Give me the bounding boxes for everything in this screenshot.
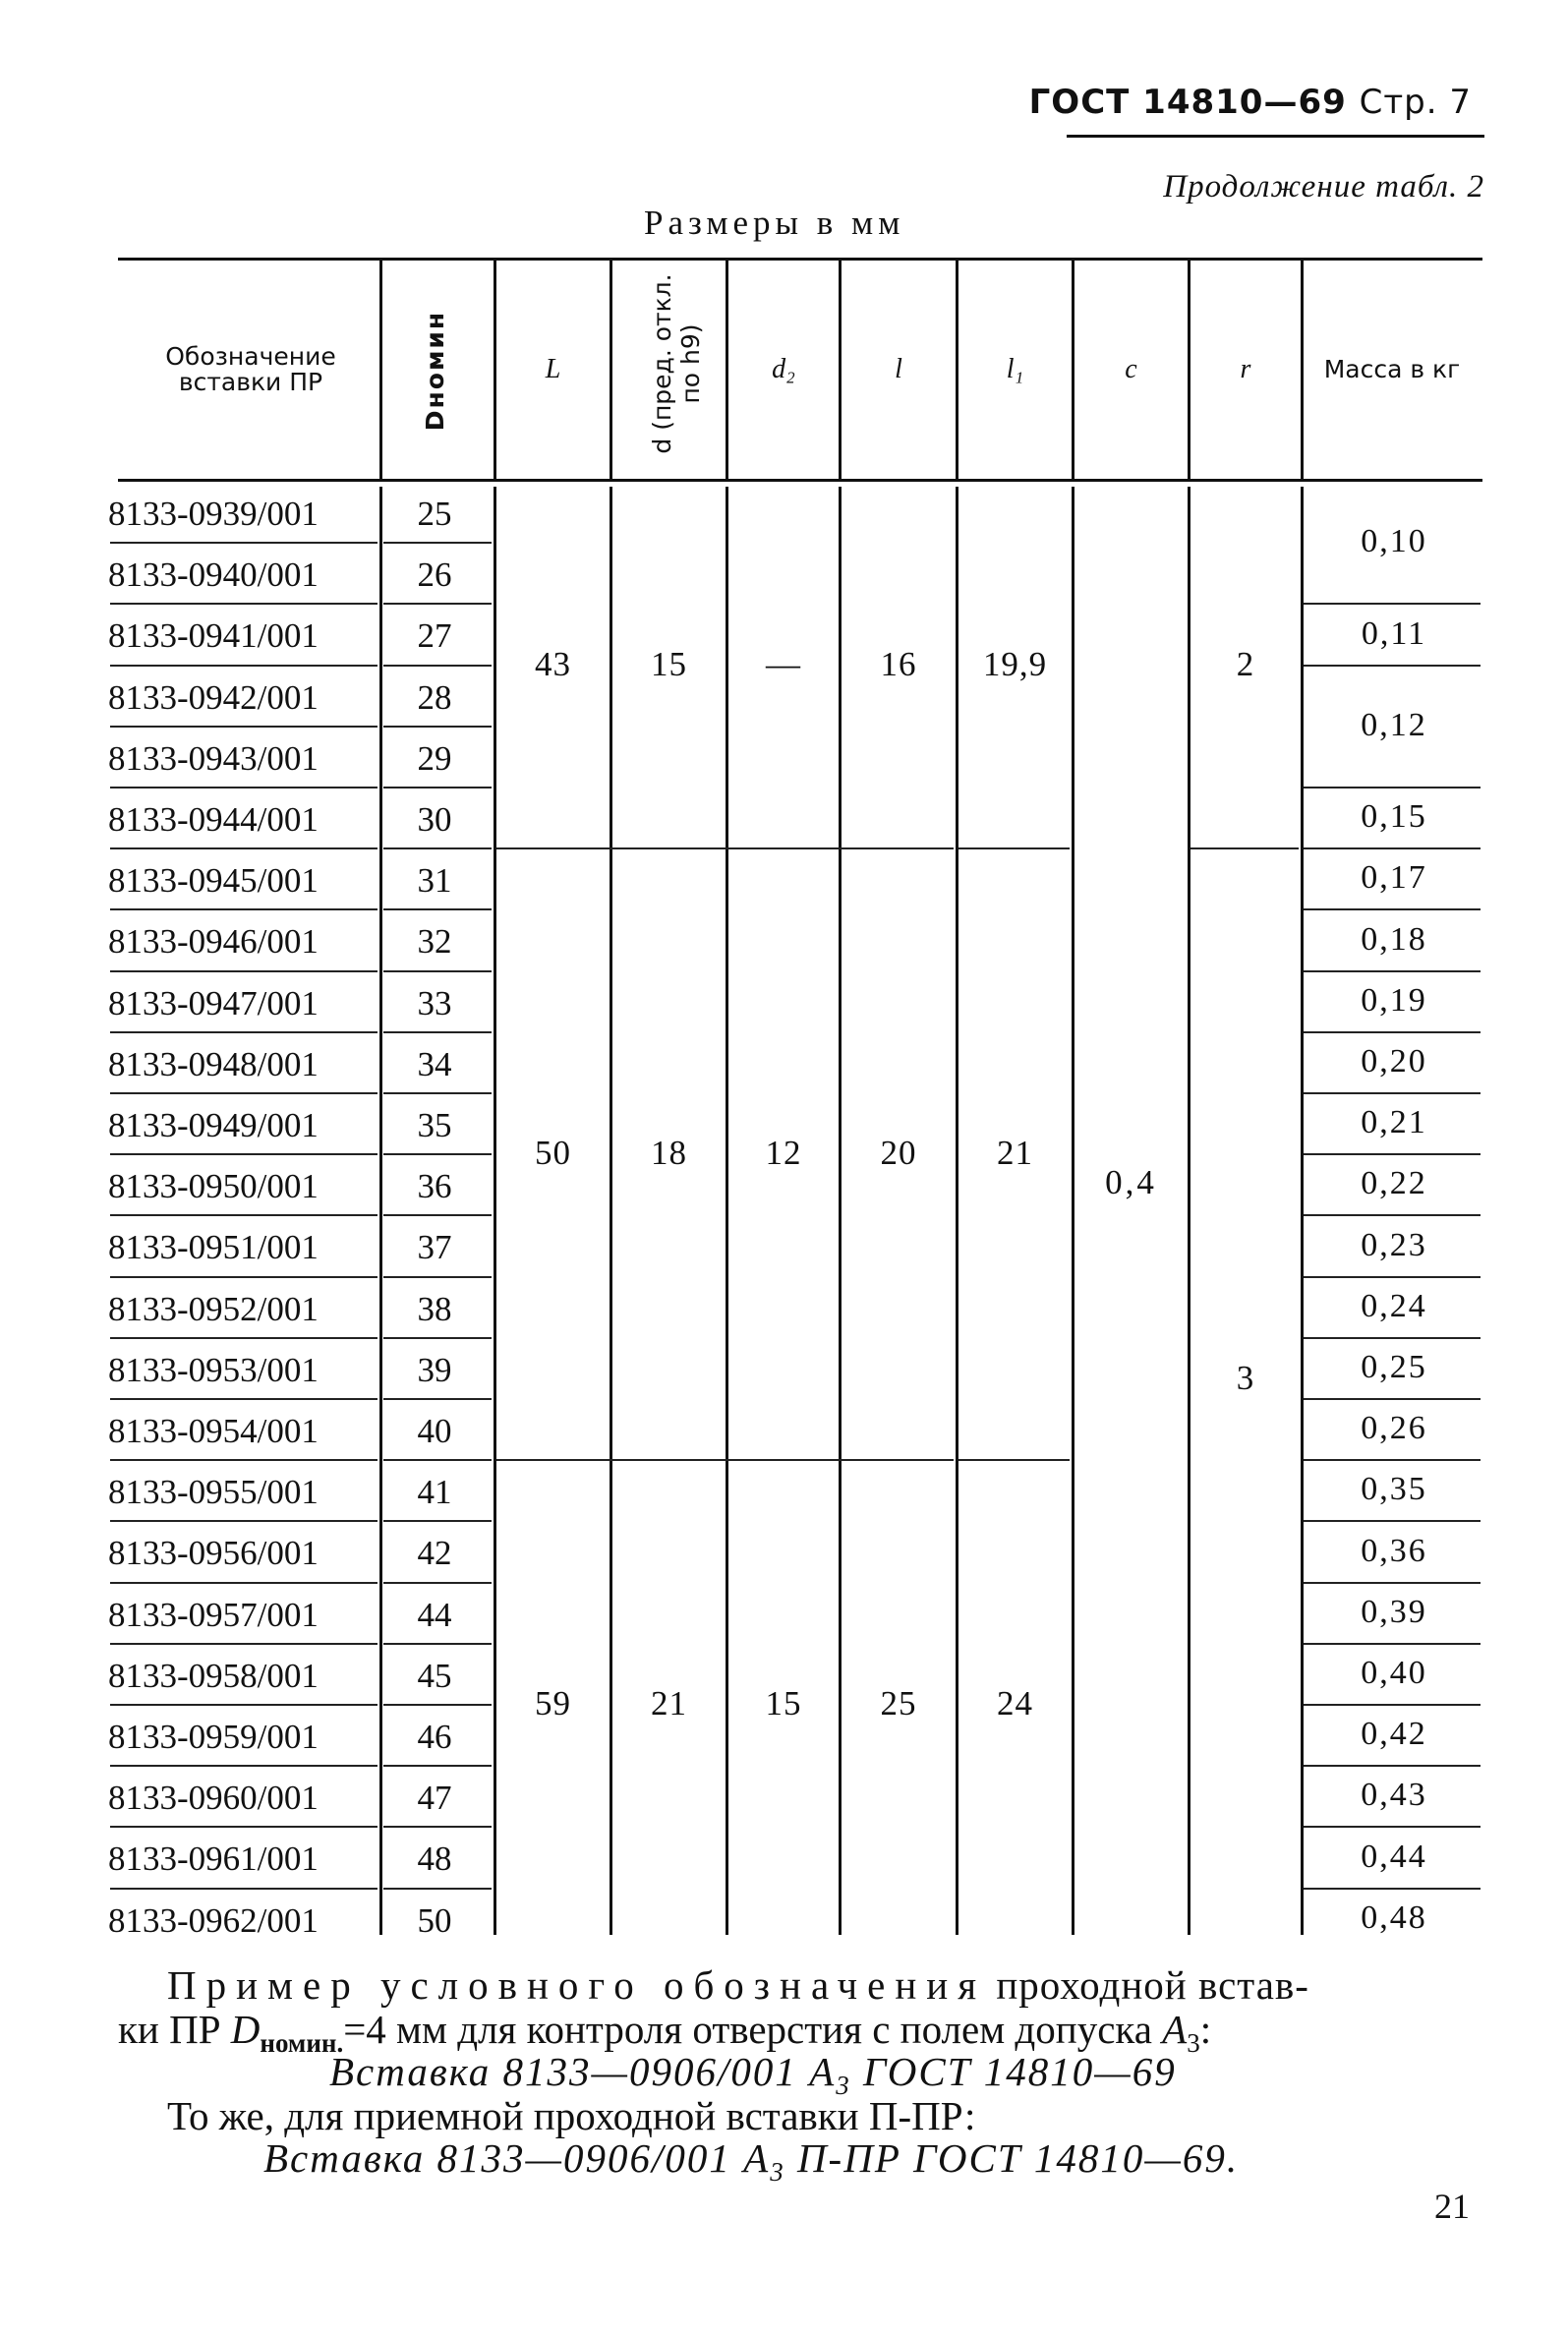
d-nom-cell: 36 — [417, 1167, 452, 1206]
mass-cell: 0,23 — [1361, 1226, 1427, 1263]
mass-divider — [1304, 787, 1481, 788]
row-divider — [383, 1459, 492, 1461]
mass-divider — [1304, 908, 1481, 910]
mass-divider — [1304, 1826, 1481, 1828]
column-divider — [379, 487, 382, 1935]
designation-cell: 8133-0947/001 — [108, 983, 319, 1022]
mass-cell: 0,42 — [1361, 1716, 1427, 1753]
group-divider — [958, 1459, 1070, 1461]
designation-cell: 8133-0941/001 — [108, 616, 319, 656]
d-nom-cell: 44 — [417, 1595, 452, 1634]
designation-1-subscript: 3 — [836, 2071, 851, 2101]
mass-cell: 0,17 — [1361, 859, 1427, 897]
row-divider — [383, 1153, 492, 1155]
example-line4: То же, для приемной проходной вставки П-ПР: — [167, 2093, 976, 2138]
row-divider — [110, 787, 377, 788]
row-divider — [383, 726, 492, 728]
row-divider — [110, 542, 377, 544]
mass-cell: 0,21 — [1361, 1104, 1427, 1141]
example-lead: Пример условного обозначения — [167, 1962, 987, 2008]
row-divider — [383, 1704, 492, 1706]
group-l1-cell: 24 — [997, 1684, 1033, 1723]
group-l-cell: 16 — [880, 644, 917, 683]
designation-2-end: П-ПР ГОСТ 14810—69. — [784, 2135, 1240, 2181]
example-paragraph-line-1 — [167, 1961, 1309, 2009]
mass-cell: 0,24 — [1361, 1287, 1427, 1324]
d-nom-cell: 28 — [417, 677, 452, 717]
d-nom-cell: 38 — [417, 1289, 452, 1328]
mass-divider — [1304, 1643, 1481, 1645]
designation-cell: 8133-0952/001 — [108, 1289, 319, 1328]
group-l1-cell: 21 — [997, 1134, 1033, 1173]
column-header-r: r — [1240, 354, 1251, 385]
d-nom-cell: 31 — [417, 861, 452, 901]
designation-cell: 8133-0959/001 — [108, 1718, 319, 1756]
d-nom-cell: 48 — [417, 1840, 452, 1879]
mass-divider — [1304, 1276, 1481, 1278]
page-reference: Стр. 7 — [1359, 83, 1472, 122]
group-l1-cell: 19,9 — [982, 644, 1048, 683]
designation-cell: 8133-0942/001 — [108, 677, 319, 717]
row-divider — [110, 1031, 377, 1033]
mass-divider — [1304, 1398, 1481, 1400]
table-caption: Продолжение табл. 2 — [1163, 169, 1484, 204]
d-nom-cell: 34 — [417, 1044, 452, 1083]
designation-cell: 8133-0948/001 — [108, 1044, 319, 1083]
d-nom-cell: 32 — [417, 922, 452, 962]
mass-divider — [1304, 1092, 1481, 1094]
d-nom-cell: 37 — [417, 1228, 452, 1267]
designation-cell: 8133-0946/001 — [108, 922, 319, 962]
designation-cell: 8133-0951/001 — [108, 1228, 319, 1267]
mass-cell: 0,22 — [1361, 1165, 1427, 1202]
row-divider — [383, 1520, 492, 1522]
mass-divider — [1304, 970, 1481, 972]
designation-cell: 8133-0939/001 — [108, 495, 319, 533]
designation-cell: 8133-0943/001 — [108, 738, 319, 778]
group-l-cell: 20 — [880, 1134, 917, 1173]
header-divider — [610, 261, 612, 479]
running-header — [1029, 83, 1472, 122]
mass-cell: 0,12 — [1361, 706, 1427, 743]
page-number: 21 — [1434, 2187, 1470, 2226]
designation-cell: 8133-0961/001 — [108, 1840, 319, 1879]
d-nom-cell: 30 — [417, 800, 452, 839]
mass-cell: 0,25 — [1361, 1348, 1427, 1385]
row-divider — [383, 1888, 492, 1890]
group-d-cell: 21 — [651, 1684, 687, 1723]
example-line2-middle: =4 мм для контроля отверстия с полем допуска — [343, 2007, 1163, 2052]
d-nom-cell: 29 — [417, 738, 452, 778]
group-divider — [496, 847, 954, 849]
row-divider — [110, 1337, 377, 1339]
row-divider — [383, 1826, 492, 1828]
header-rule — [1067, 135, 1484, 138]
mass-cell: 0,18 — [1361, 920, 1427, 958]
mass-divider — [1304, 847, 1481, 849]
designation-2-start: Вставка 8133—0906/001 A — [263, 2135, 771, 2181]
row-divider — [383, 908, 492, 910]
mass-divider — [1304, 1214, 1481, 1216]
column-header-l: l — [895, 354, 902, 385]
d-nom-cell: 27 — [417, 616, 452, 656]
mass-cell: 0,36 — [1361, 1532, 1427, 1569]
mass-cell: 0,26 — [1361, 1410, 1427, 1447]
designation-cell: 8133-0962/001 — [108, 1900, 319, 1940]
group-d2-cell: 15 — [765, 1684, 802, 1723]
d-nom-cell: 26 — [417, 555, 452, 595]
d-nom-cell: 50 — [417, 1900, 452, 1940]
header-bottom-rule — [118, 479, 1482, 482]
mass-divider — [1304, 603, 1481, 605]
symbol-d: D — [230, 2007, 261, 2052]
row-divider — [110, 1398, 377, 1400]
group-d2-cell: — — [766, 644, 801, 683]
mass-divider — [1304, 1337, 1481, 1339]
column-divider — [1072, 487, 1074, 1935]
group-L-cell: 59 — [535, 1684, 571, 1723]
mass-cell: 0,39 — [1361, 1593, 1427, 1630]
row-divider — [383, 787, 492, 788]
mass-cell: 0,19 — [1361, 981, 1427, 1019]
mass-cell: 0,43 — [1361, 1777, 1427, 1814]
mass-cell: 0,44 — [1361, 1838, 1427, 1875]
d-nom-cell: 25 — [417, 495, 452, 533]
example-designation-2 — [263, 2134, 1239, 2188]
designation-cell: 8133-0950/001 — [108, 1167, 319, 1206]
group-l-cell: 25 — [880, 1684, 917, 1723]
group-divider — [496, 1459, 954, 1461]
mass-divider — [1304, 1153, 1481, 1155]
mass-divider — [1304, 1582, 1481, 1584]
d-nom-cell: 46 — [417, 1718, 452, 1756]
mass-divider — [1304, 1704, 1481, 1706]
units-caption: Размеры в мм — [644, 204, 905, 242]
row-divider — [383, 665, 492, 667]
designation-cell: 8133-0955/001 — [108, 1473, 319, 1512]
row-divider — [110, 1092, 377, 1094]
mass-divider — [1304, 665, 1481, 667]
row-divider — [383, 1092, 492, 1094]
mass-divider — [1304, 1459, 1481, 1461]
row-divider — [110, 1704, 377, 1706]
designation-cell: 8133-0944/001 — [108, 800, 319, 839]
d-nom-cell: 39 — [417, 1350, 452, 1389]
row-divider — [383, 847, 492, 849]
mass-cell: 0,15 — [1361, 798, 1427, 836]
designation-cell: 8133-0949/001 — [108, 1106, 319, 1144]
designation-cell: 8133-0958/001 — [108, 1656, 319, 1695]
group-divider — [958, 847, 1070, 849]
symbol-a: A — [1162, 2007, 1188, 2052]
row-divider — [110, 1153, 377, 1155]
group-d-cell: 15 — [651, 644, 687, 683]
row-divider — [110, 1826, 377, 1828]
mass-cell: 0,35 — [1361, 1471, 1427, 1508]
example-line2-end: : — [1199, 2007, 1212, 2052]
d-nom-cell: 47 — [417, 1779, 452, 1818]
r-cell: 2 — [1236, 644, 1255, 683]
column-divider — [1301, 487, 1304, 1935]
standard-number: ГОСТ 14810—69 — [1028, 83, 1347, 122]
example-line1-rest: проходной встав- — [996, 1962, 1309, 2008]
r-group-divider — [1191, 847, 1299, 849]
d-nom-cell: 42 — [417, 1534, 452, 1573]
row-divider — [110, 1888, 377, 1890]
header-divider — [379, 261, 382, 479]
row-divider — [110, 1459, 377, 1461]
column-header-l1: l₁ — [1006, 354, 1024, 385]
group-d2-cell: 12 — [765, 1134, 802, 1173]
subscript-3: 3 — [1187, 2028, 1200, 2059]
row-divider — [383, 1582, 492, 1584]
subscript-nomin: номин. — [260, 2028, 344, 2059]
row-divider — [110, 1765, 377, 1767]
mass-cell: 0,10 — [1361, 523, 1427, 560]
example-line2-start: ки ПР — [118, 2007, 231, 2052]
row-divider — [110, 1582, 377, 1584]
row-divider — [383, 1276, 492, 1278]
column-header-d: d (пред. откл. по h9) — [648, 273, 705, 454]
group-L-cell: 43 — [535, 644, 571, 683]
row-divider — [383, 1398, 492, 1400]
group-L-cell: 50 — [535, 1134, 571, 1173]
designation-1-end: ГОСТ 14810—69 — [850, 2049, 1177, 2094]
mass-cell: 0,40 — [1361, 1654, 1427, 1691]
row-divider — [110, 665, 377, 667]
mass-divider — [1304, 1765, 1481, 1767]
row-divider — [110, 970, 377, 972]
row-divider — [110, 1214, 377, 1216]
mass-cell: 0,48 — [1361, 1898, 1427, 1936]
mass-cell: 0,11 — [1361, 614, 1427, 652]
column-header-c: c — [1125, 354, 1137, 385]
designation-2-subscript: 3 — [770, 2157, 785, 2188]
mass-divider — [1304, 1520, 1481, 1522]
designation-cell: 8133-0956/001 — [108, 1534, 319, 1573]
designation-cell: 8133-0954/001 — [108, 1412, 319, 1450]
r-cell: 3 — [1236, 1358, 1255, 1397]
d-nom-cell: 45 — [417, 1656, 452, 1695]
row-divider — [383, 1765, 492, 1767]
mass-divider — [1304, 1888, 1481, 1890]
mass-divider — [1304, 1031, 1481, 1033]
mass-cell: 0,20 — [1361, 1042, 1427, 1080]
row-divider — [383, 1643, 492, 1645]
designation-cell: 8133-0960/001 — [108, 1779, 319, 1818]
column-header-d2: d₂ — [772, 354, 795, 385]
row-divider — [110, 908, 377, 910]
designation-cell: 8133-0957/001 — [108, 1595, 319, 1634]
row-divider — [110, 1276, 377, 1278]
column-divider — [1188, 487, 1191, 1935]
designation-cell: 8133-0953/001 — [108, 1350, 319, 1389]
row-divider — [383, 542, 492, 544]
row-divider — [383, 970, 492, 972]
row-divider — [383, 603, 492, 605]
d-nom-cell: 33 — [417, 983, 452, 1022]
d-nom-cell: 41 — [417, 1473, 452, 1512]
group-d-cell: 18 — [651, 1134, 687, 1173]
row-divider — [383, 1337, 492, 1339]
c-cell: 0,4 — [1105, 1163, 1157, 1202]
row-divider — [110, 726, 377, 728]
designation-1-start: Вставка 8133—0906/001 A — [329, 2049, 837, 2094]
d-nom-cell: 35 — [417, 1106, 452, 1144]
column-header-designation: Обозначение вставки ПР — [165, 341, 336, 396]
row-divider — [383, 1214, 492, 1216]
designation-cell: 8133-0945/001 — [108, 861, 319, 901]
column-header-d-nom: Dномин — [421, 310, 449, 432]
designation-cell: 8133-0940/001 — [108, 555, 319, 595]
column-header-L: L — [545, 354, 561, 385]
row-divider — [110, 603, 377, 605]
row-divider — [110, 847, 377, 849]
row-divider — [110, 1643, 377, 1645]
row-divider — [110, 1520, 377, 1522]
column-header-mass: Масса в кг — [1323, 354, 1461, 383]
row-divider — [383, 1031, 492, 1033]
example-paragraph-line-4 — [167, 2092, 975, 2139]
d-nom-cell: 40 — [417, 1412, 452, 1450]
